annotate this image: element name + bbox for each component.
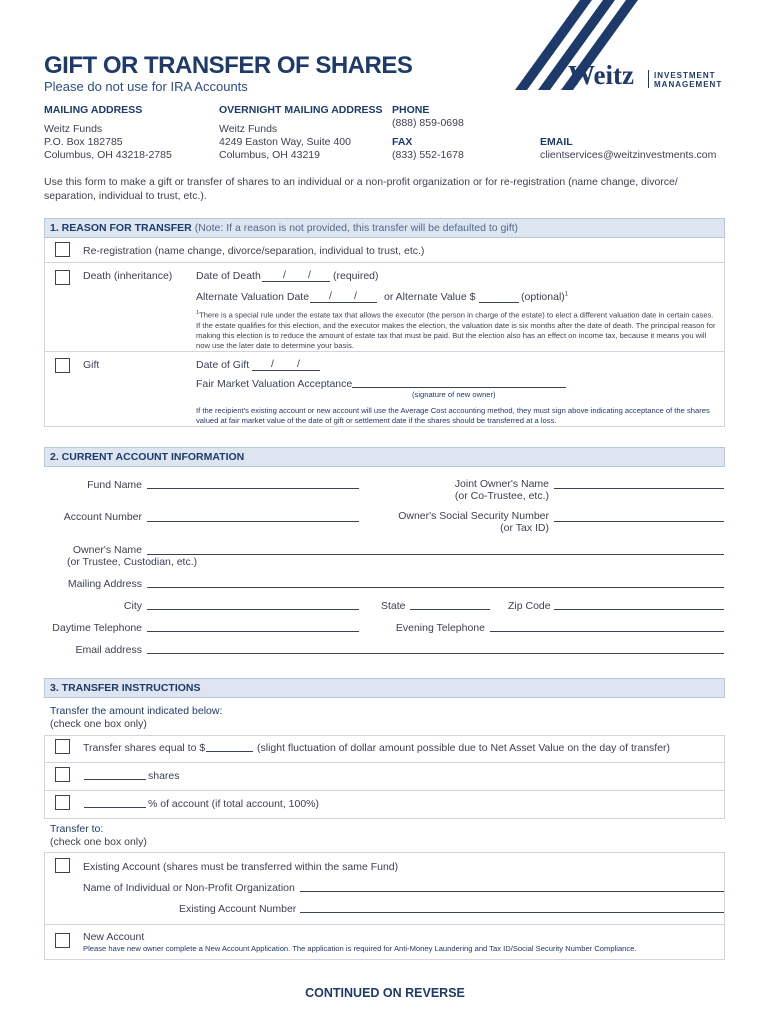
transfer-dollars-label: Transfer shares equal to $ [83, 742, 206, 754]
continued-on-reverse: CONTINUED ON REVERSE [305, 986, 465, 1000]
transfer-to-heading: Transfer to: (check one box only) [50, 823, 147, 848]
date-slash: / [308, 269, 311, 281]
mailing-address-field[interactable] [147, 587, 724, 588]
fax-value: (833) 552-1678 [392, 149, 464, 161]
transfer-shares-field[interactable] [84, 779, 146, 780]
section-1-left-border [44, 238, 45, 426]
account-number-label: Account Number [63, 511, 142, 523]
divider [44, 762, 725, 763]
reregistration-label: Re-registration (name change, divorce/separation, individual to trust, etc.) [83, 245, 425, 257]
existing-account-number-field[interactable] [300, 912, 724, 913]
date-of-death-field[interactable] [262, 281, 330, 282]
mailing-address-label: MAILING ADDRESS [44, 104, 143, 116]
evening-phone-field[interactable] [490, 631, 724, 632]
date-slash: / [354, 290, 357, 302]
existing-account-checkbox[interactable] [55, 858, 70, 873]
recipient-name-label: Name of Individual or Non-Profit Organization [83, 882, 295, 894]
logo-wordmark: Weitz [568, 60, 634, 90]
page-title: GIFT OR TRANSFER OF SHARES [44, 52, 413, 79]
gift-note: If the recipient's existing account or new account will use the Average Cost accounting method, they must sign above indicating acceptance of the shares valued at fair market value of the date of gift or settlement date if the shares should be transferred at a loss. [196, 406, 710, 425]
state-field[interactable] [410, 609, 490, 610]
mailing-address: Weitz Funds P.O. Box 182785 Columbus, OH 43218-2785 [44, 123, 172, 161]
transfer-shares-checkbox[interactable] [55, 767, 70, 782]
section-1-header: 1. REASON FOR TRANSFER (Note: If a reason is not provided, this transfer will be defaulted to gift) [44, 218, 725, 238]
ssn-field[interactable] [554, 521, 724, 522]
death-label: Death (inheritance) [83, 270, 173, 282]
city-label: City [123, 600, 142, 612]
account-number-field[interactable] [147, 521, 359, 522]
date-slash: / [271, 358, 274, 370]
new-account-label: New Account [83, 931, 145, 943]
owner-name-label: Owner's Name (or Trustee, Custodian, etc.) [67, 544, 198, 568]
new-account-note: Please have new owner complete a New Account Application. The application is required for Anti-Money Laundering and Tax ID/Social Security Number Compliance. [83, 944, 637, 953]
date-of-death-label: Date of Death [196, 270, 261, 282]
divider [44, 351, 725, 352]
divider [44, 426, 725, 427]
fmv-acceptance-label: Fair Market Valuation Acceptance [196, 378, 353, 390]
divider [44, 818, 725, 819]
transfer-to-box-left-border [44, 852, 45, 960]
date-of-gift-field[interactable] [252, 370, 320, 371]
phone-label: PHONE [392, 104, 430, 116]
mailing-address-field-label: Mailing Address [67, 578, 142, 590]
fund-name-field[interactable] [147, 488, 359, 489]
fmv-signature-field[interactable] [352, 387, 566, 388]
death-checkbox[interactable] [55, 270, 70, 285]
footnote: $^1$There is a special rule under the estate tax that allows the executor (the person in charge of the estate) to elect a different valuation date in certain cases. If the estate qualifies for this election, and the executor makes the election, the valuation date is six months after the date of death. The principal reason for making this election is to reduce the amount of estate tax that must be paid. But the election also has an effect on income tax, because it means you will now use the later date to determine your basis. [196, 310, 716, 350]
intro-text: Use this form to make a gift or transfer of shares to an individual or a non-profit organization or for re-registration (name change, divorce/ separation, individual to trust, etc.). [44, 176, 678, 202]
transfer-percent-field[interactable] [84, 807, 146, 808]
alt-valuation-date-label: Alternate Valuation Date [196, 291, 310, 303]
fax-label: FAX [392, 136, 413, 148]
joint-owner-field[interactable] [554, 488, 724, 489]
daytime-phone-label: Daytime Telephone [52, 622, 142, 634]
divider [44, 735, 725, 736]
overnight-address: Weitz Funds 4249 Easton Way, Suite 400 Columbus, OH 43219 [219, 123, 351, 161]
alt-value-field[interactable] [479, 302, 519, 303]
existing-account-number-label: Existing Account Number [179, 903, 297, 915]
transfer-dollars-checkbox[interactable] [55, 739, 70, 754]
alt-value-label: or Alternate Value $ [384, 291, 476, 303]
section-3-header: 3. TRANSFER INSTRUCTIONS [44, 678, 725, 698]
overnight-address-label: OVERNIGHT MAILING ADDRESS [219, 104, 383, 116]
amount-box-right-border [724, 735, 725, 819]
email-label: EMAIL [540, 136, 573, 148]
divider [44, 924, 725, 925]
reregistration-checkbox[interactable] [55, 242, 70, 257]
state-label: State [381, 600, 406, 612]
transfer-shares-label: shares [148, 770, 180, 782]
logo-divider [648, 70, 649, 88]
gift-label: Gift [83, 359, 100, 371]
email-address-label: Email address [75, 644, 142, 656]
amount-box-left-border [44, 735, 45, 819]
date-of-gift-label: Date of Gift [196, 359, 250, 371]
gift-checkbox[interactable] [55, 358, 70, 373]
joint-owner-label: Joint Owner's Name (or Co-Trustee, etc.) [454, 478, 549, 502]
divider [44, 959, 725, 960]
logo-subtitle: INVESTMENT MANAGEMENT [654, 71, 723, 89]
recipient-name-field[interactable] [300, 891, 724, 892]
daytime-phone-field[interactable] [147, 631, 359, 632]
email-value[interactable]: clientservices@weitzinvestments.com [540, 149, 717, 161]
date-slash: / [283, 269, 286, 281]
date-slash: / [297, 358, 300, 370]
transfer-dollars-note: (slight fluctuation of dollar amount possible due to Net Asset Value on the day of transfer) [257, 742, 671, 754]
existing-account-label: Existing Account (shares must be transferred within the same Fund) [83, 861, 399, 873]
divider [44, 262, 725, 263]
phone-value: (888) 859-0698 [392, 117, 464, 129]
divider [44, 790, 725, 791]
divider [44, 852, 725, 853]
ssn-label: Owner's Social Security Number (or Tax ID) [398, 510, 549, 534]
owner-name-field[interactable] [147, 554, 724, 555]
transfer-dollars-field[interactable] [206, 751, 253, 752]
email-address-field[interactable] [147, 653, 724, 654]
evening-phone-label: Evening Telephone [395, 622, 485, 634]
transfer-percent-checkbox[interactable] [55, 795, 70, 810]
fund-name-label: Fund Name [87, 479, 142, 491]
signature-caption: (signature of new owner) [412, 390, 496, 399]
page-subtitle: Please do not use for IRA Accounts [44, 79, 248, 94]
transfer-percent-label: % of account (if total account, 100%) [148, 798, 320, 810]
city-field[interactable] [147, 609, 359, 610]
new-account-checkbox[interactable] [55, 933, 70, 948]
transfer-to-box-right-border [724, 852, 725, 960]
transfer-amount-heading: Transfer the amount indicated below: (check one box only) [50, 705, 223, 730]
zip-label: Zip Code [508, 600, 551, 612]
required-note: (required) [333, 270, 379, 282]
section-2-header: 2. CURRENT ACCOUNT INFORMATION [44, 447, 725, 467]
zip-field[interactable] [554, 609, 724, 610]
alt-valuation-date-field[interactable] [310, 302, 377, 303]
section-1-right-border [724, 238, 725, 426]
optional-note: (optional)$^1$ [521, 291, 569, 303]
date-slash: / [329, 290, 332, 302]
